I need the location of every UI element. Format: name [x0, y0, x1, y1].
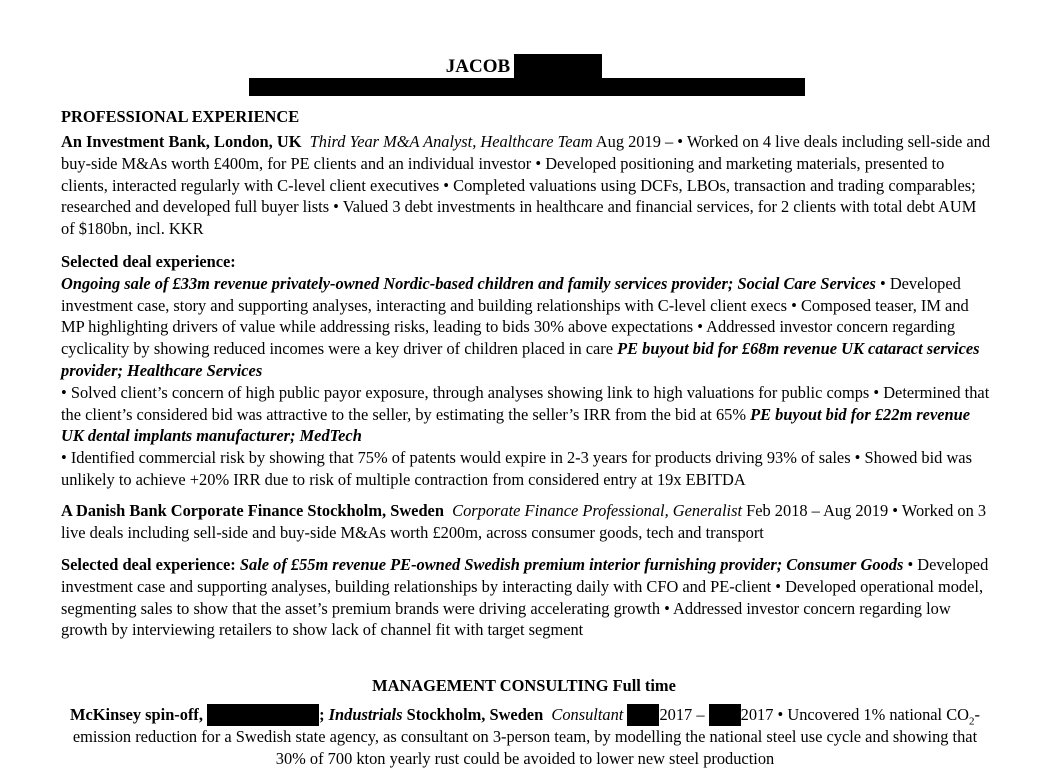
- redacted-contact-bar: [249, 78, 805, 96]
- redacted-month-start: [627, 704, 659, 726]
- employer-danish-bank: A Danish Bank Corporate Finance Stockholm, Sweden: [61, 501, 444, 520]
- role-danish-bank: Corporate Finance Professional, Generalist: [452, 501, 743, 520]
- deal-text-dental: • Identified commercial risk by showing that 75% of patents would expire in 2-3 years for products driving 93% of sales • Showed bid was unlikely to achieve +20% IRR due to risk of multiple contraction from considered entry at 19x EBITDA: [61, 448, 972, 489]
- role-consultant: Consultant: [551, 705, 624, 724]
- year-start: 2017 –: [659, 705, 705, 724]
- selected-deals-investment-bank: [61, 251, 991, 491]
- section-title-management-consulting: MANAGEMENT CONSULTING Full time: [372, 676, 676, 695]
- job-investment-bank-text: Aug 2019 – • Worked on 4 live deals including sell-side and buy-side M&As worth £400m, for PE clients and an individual investor • Developed positioning and marketing materials, presented to clients, interacted regularly with C-level client executives • Completed valuations using DCFs, LBOs, transaction and trading comparables; researched and developed full buyer lists • Valued 3 debt investments in healthcare and financial services, for 2 clients with total debt AUM of $180bn, incl. KKR: [61, 132, 991, 239]
- job-danish-bank: [61, 500, 991, 544]
- deal-text-cataract: • Solved client’s concern of high public payor exposure, through analyses showing link to high valuations for public comps • Determined that the client’s considered bid was attractive to the seller, by estimating the seller’s IRR from the bid at 65%: [61, 382, 990, 424]
- section-title-professional-experience: PROFESSIONAL EXPERIENCE: [61, 107, 300, 126]
- job-danish-bank-text: Feb 2018 – Aug 2019 • Worked on 3 live deals including sell-side and buy-side M&As worth £200m, across consumer goods, tech and transport: [61, 501, 987, 542]
- deal-text-nordic-care: • Developed investment case, story and supporting analyses, interacting and building relationships with C-level client execs • Composed teaser, IM and MP highlighting drivers of value while addressing risks, leading to bids 30% above expectations • Addressed investor concern regarding cyclicality by showing reduced incomes were a key driver of children placed in care: [61, 273, 969, 359]
- deal-title-cataract: PE buyout bid for £68m revenue UK cataract services provider; Healthcare Services: [61, 339, 980, 380]
- deal-title-nordic-care: Ongoing sale of £33m revenue privately-owned Nordic-based children and family services provider; Social Care Services: [61, 273, 876, 293]
- job-mckinsey-spinoff: McKinsey spin-off, ; Industrials Stockholm, Sweden Consultant 2017 – 2017 • Uncovered 1% national $CO_2$-emission reduction for a Swedish state agency, as consultant on 3-person team, by modelling the national steel use cycle and showing that 30% of 700 kton yearly rust could be avoided to lower new steel production: [70, 705, 980, 768]
- deal-title-furnishing: Sale of £55m revenue PE-owned Swedish premium interior furnishing provider; Consumer Goods: [239, 555, 904, 574]
- employer-mckinsey: McKinsey spin-off,: [70, 705, 203, 724]
- selected-deals-heading: Selected deal experience:: [61, 252, 236, 271]
- job-mckinsey-text-b: -emission reduction for a Swedish state agency, as consultant on 3-person team, by modelling the national steel use cycle and showing that 30% of 700 kton yearly rust could be avoided to lower new steel production: [72, 705, 980, 768]
- year-end: 2017: [740, 705, 774, 724]
- job-investment-bank: [61, 131, 991, 240]
- job-mckinsey-text-a: • Uncovered 1% national CO: [773, 705, 969, 724]
- role-investment-bank: Third Year M&A Analyst, Healthcare Team: [309, 132, 593, 151]
- redacted-month-end: [709, 704, 741, 726]
- selected-deals-danish-bank: [61, 554, 991, 641]
- sector-industrials: Industrials: [328, 705, 403, 724]
- candidate-name: JACOB: [445, 56, 511, 77]
- deal-text-furnishing: • Developed investment case and supporting analyses, building relationships by interacting daily with CFO and PE-client • Developed operational model, segmenting sales to show that the asset’s premium brands were driving accelerating growth • Addressed investor concern regarding low growth by interviewing retailers to show lack of channel fit with target segment: [61, 555, 989, 640]
- name-header: [0, 54, 1048, 80]
- redacted-employer: [207, 704, 319, 726]
- redacted-surname: [514, 54, 602, 80]
- employer-investment-bank: An Investment Bank, London, UK: [61, 132, 302, 151]
- location-stockholm: Stockholm, Sweden: [406, 705, 544, 724]
- co2-subscript: 2: [968, 715, 975, 728]
- selected-deals-heading-2: Selected deal experience:: [61, 555, 236, 574]
- deal-title-dental: PE buyout bid for £22m revenue UK dental implants manufacturer; MedTech: [61, 404, 970, 446]
